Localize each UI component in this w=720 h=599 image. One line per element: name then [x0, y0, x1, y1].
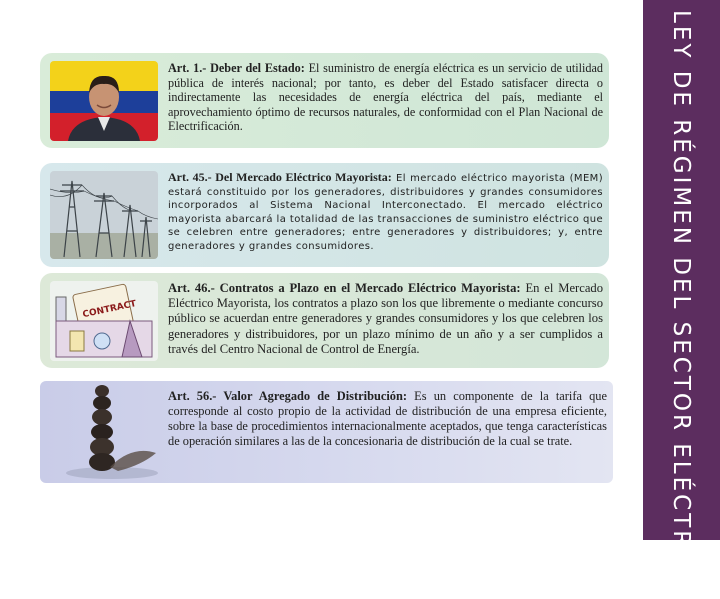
contract-clipart-image — [50, 281, 158, 361]
transmission-towers-image — [50, 171, 158, 259]
article-heading: Art. 46.- Contratos a Plazo en el Mercado Eléctrico Mayorista: — [168, 281, 521, 295]
sidebar-title: LEY DE RÉGIMEN DEL SECTOR ELÉCTRICO — [668, 10, 694, 599]
article-heading: Art. 45.- Del Mercado Eléctrico Mayorista: — [168, 170, 392, 184]
article-card-2 — [40, 163, 609, 267]
article-card-1 — [40, 53, 609, 148]
article-body: El mercado eléctrico mayorista (MEM) estará constituido por los generadores, distribuidores y grandes consumidores incorporados al Sistema Nacional Interconectado. El mercado eléctrico mayorista abarcará la totalidad de las transacciones de suministro eléctrico que se celebren entre generadores; entre generadores y distribuidores; y, entre generadores y grandes consumidores. — [168, 173, 603, 252]
article-card-4 — [40, 381, 613, 483]
president-portrait-image — [50, 61, 158, 141]
article-body: Es un componente de la tarifa que corresponde al costo propio de la actividad de distribución de una empresa eficiente, sobre la base de procedimientos internacionalmente aceptados, que tenga características de operación similares a las de la concesionaria de distribución de la cual se trate. — [168, 389, 608, 448]
article-heading: Art. 1.- Deber del Estado: — [168, 61, 305, 75]
article-heading: Art. 56.- Valor Agregado de Distribución: — [168, 389, 408, 403]
article-body: El suministro de energía eléctrica es un servicio de utilidad pública de interés nacional; por tanto, es deber del Estado satisfacer directa o indirectamente las necesidades de energía eléctrica del país, mediante el aprovechamiento óptimo de recursos naturales, de conformidad con el Plan Nacional de Electrificación. — [168, 61, 603, 134]
stacked-stones-image — [62, 383, 162, 481]
article-body: En el Mercado Eléctrico Mayorista, los contratos a plazo son los que libremente o mediante concurso público se acuerdan entre generadores y grandes consumidores y los que celebren los generadores y distribuidores, por un plazo mínimo de un año y a ser cumplidos a través del Centro Nacional de Control de Energía. — [168, 281, 604, 356]
article-card-3 — [40, 273, 609, 368]
contract-label: CONTRACT — [81, 299, 138, 321]
